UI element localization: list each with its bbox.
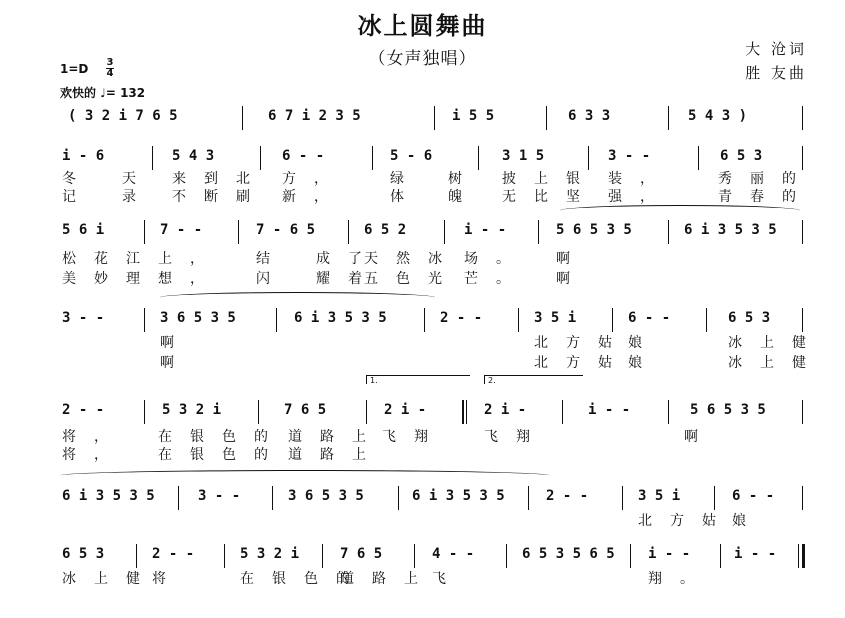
lyric: 成了 — [316, 251, 380, 267]
lyric: 来到北 — [172, 171, 268, 187]
lyric-line-1 — [60, 168, 814, 187]
lyric: 娘 — [628, 335, 660, 351]
measure: 2 - - — [152, 546, 195, 562]
lyric: 记 — [62, 189, 94, 205]
measure: 6 i 3 5 3 5 — [412, 488, 505, 504]
measure: 3 - - — [62, 310, 105, 326]
tempo-marking: 欢快的 ♩= 132 — [60, 86, 146, 100]
lyric: 披上银 — [502, 171, 598, 187]
lyric: 耀着 — [316, 271, 380, 287]
key-signature: 1=D — [60, 62, 89, 76]
measure: 3 5 i — [638, 488, 681, 504]
lyric: 北方姑 — [534, 355, 630, 371]
measure: 3 6 5 3 5 — [288, 488, 364, 504]
lyric-line-1 — [60, 332, 824, 351]
lyric: 冰上健 — [62, 571, 158, 587]
volta-2: 2. — [484, 375, 583, 384]
lyric: 新， — [282, 189, 346, 205]
time-signature-top: 3 — [106, 57, 114, 68]
measure: 6 5 3 — [728, 310, 771, 326]
lyric: 秀丽的 — [718, 171, 814, 187]
slur — [560, 205, 800, 216]
volta-1: 1. — [366, 375, 470, 384]
song-subtitle: （女声独唱） — [368, 49, 477, 69]
measure: 6 5 3 — [62, 546, 105, 562]
composer-credit: 胜 友曲 — [745, 64, 807, 82]
lyric: 飞 — [432, 571, 464, 587]
measure: 2 - - — [546, 488, 589, 504]
measure: 7 - 6 5 — [256, 222, 316, 238]
lyric: 美妙理想， — [62, 271, 222, 287]
lyric: 在银色的 — [158, 429, 286, 445]
song-title: 冰上圆舞曲 — [357, 12, 488, 40]
lyric: 北方姑 — [534, 335, 630, 351]
notes-row — [60, 222, 805, 244]
measure: 6 - - — [628, 310, 671, 326]
lyric: 体 — [390, 189, 422, 205]
lyric: 无比坚 — [502, 189, 598, 205]
lyric: 青春的 — [718, 189, 814, 205]
lyric: 啊 — [160, 335, 192, 351]
lyric-line-1 — [60, 568, 805, 586]
notes-row — [60, 148, 805, 170]
measure: 5 4 3 — [172, 148, 215, 164]
measure: 6 3 3 — [568, 108, 611, 124]
lyric-line-1 — [60, 248, 805, 266]
lyric: 北方姑 — [638, 513, 734, 529]
measure: 5 6 i — [62, 222, 105, 238]
lyric: 冬 — [62, 171, 94, 187]
lyric: 啊 — [556, 251, 588, 267]
measure: 6 i 3 5 3 5 — [62, 488, 155, 504]
measure: 6 - - — [282, 148, 325, 164]
measure: 4 - - — [432, 546, 475, 562]
lyric-line-1 — [60, 510, 805, 528]
measure: i - - — [588, 402, 631, 418]
measure: 3 - - — [198, 488, 241, 504]
lyric: 冰上健 — [728, 355, 824, 371]
lyric: 将， — [62, 429, 126, 445]
lyric: 道路上 — [340, 571, 436, 587]
measure: 3 - - — [608, 148, 651, 164]
measure: 5 3 2 i — [162, 402, 222, 418]
lyric: 场。 — [464, 251, 528, 267]
lyric: 松花江上， — [62, 251, 222, 267]
lyric: 道路上 — [288, 429, 384, 445]
measure: 6 5 2 — [364, 222, 407, 238]
measure: 5 - 6 — [390, 148, 433, 164]
lyricist-credit: 大 沧词 — [745, 40, 807, 58]
lyric-line-2 — [60, 186, 814, 205]
measure: 5 6 5 3 5 — [690, 402, 766, 418]
lyric: 娘 — [732, 513, 764, 529]
lyric: 娘 — [628, 355, 660, 371]
measure: 5 3 2 i — [240, 546, 300, 562]
measure: ( 3 2 i 7 6 5 — [68, 108, 178, 124]
measure: i 5 5 — [452, 108, 495, 124]
lyric: 强， — [608, 189, 672, 205]
measure: 3 6 5 3 5 — [160, 310, 236, 326]
lyric: 五色光 — [364, 271, 460, 287]
lyric: 方， — [282, 171, 346, 187]
lyric: 道路上 — [288, 447, 384, 463]
lyric: 天然冰 — [364, 251, 460, 267]
measure: i - - — [648, 546, 691, 562]
time-signature — [106, 58, 114, 79]
lyric-line-2 — [60, 352, 824, 371]
lyric: 不断刷 — [172, 189, 268, 205]
measure: 3 5 i — [534, 310, 577, 326]
measure: 6 5 3 5 6 5 — [522, 546, 615, 562]
measure: 2 - - — [62, 402, 105, 418]
measure: 5 6 5 3 5 — [556, 222, 632, 238]
lyric: 飞翔 — [484, 429, 548, 445]
measure: 7 - - — [160, 222, 203, 238]
lyric-line-1 — [60, 426, 805, 444]
lyric: 绿 — [390, 171, 422, 187]
lyric: 啊 — [160, 355, 192, 371]
slur — [160, 292, 435, 303]
notes-row — [60, 546, 805, 568]
lyric: 啊 — [684, 429, 716, 445]
measure: 6 - - — [732, 488, 775, 504]
lyric: 魄 — [448, 189, 480, 205]
measure: 2 i - — [384, 402, 427, 418]
measure: 6 5 3 — [720, 148, 763, 164]
time-signature-bottom: 4 — [106, 68, 114, 79]
notes-row — [60, 488, 805, 510]
lyric-line-2 — [60, 444, 805, 462]
lyric: 飞翔 — [382, 429, 446, 445]
measure: 2 - - — [440, 310, 483, 326]
notes-row — [60, 402, 805, 424]
lyric: 啊 — [556, 271, 588, 287]
lyric-line-2 — [60, 268, 805, 286]
slur — [60, 470, 550, 481]
measure: 3 1 5 — [502, 148, 545, 164]
measure: 6 7 i 2 3 5 — [268, 108, 361, 124]
final-barline — [802, 544, 805, 568]
lyric: 树 — [448, 171, 480, 187]
lyric: 天 — [122, 171, 154, 187]
lyric: 结 — [256, 251, 288, 267]
notes-row — [60, 108, 805, 130]
measure: 7 6 5 — [284, 402, 327, 418]
measure: 2 i - — [484, 402, 527, 418]
measure: i - 6 — [62, 148, 105, 164]
measure: 7 6 5 — [340, 546, 383, 562]
measure: 6 i 3 5 3 5 — [294, 310, 387, 326]
notes-row — [60, 310, 805, 332]
lyric: 冰上健 — [728, 335, 824, 351]
lyric: 在银色的 — [158, 447, 286, 463]
lyric: 将 — [152, 571, 184, 587]
measure: 6 i 3 5 3 5 — [684, 222, 777, 238]
lyric: 芒。 — [464, 271, 528, 287]
measure: 5 4 3 ) — [688, 108, 748, 124]
lyric: 录 — [122, 189, 154, 205]
lyric: 将， — [62, 447, 126, 463]
lyric: 装， — [608, 171, 672, 187]
measure: i - - — [734, 546, 777, 562]
lyric: 闪 — [256, 271, 288, 287]
lyric: 翔。 — [648, 571, 712, 587]
measure: i - - — [464, 222, 507, 238]
lyric: 在银色的 — [240, 571, 368, 587]
